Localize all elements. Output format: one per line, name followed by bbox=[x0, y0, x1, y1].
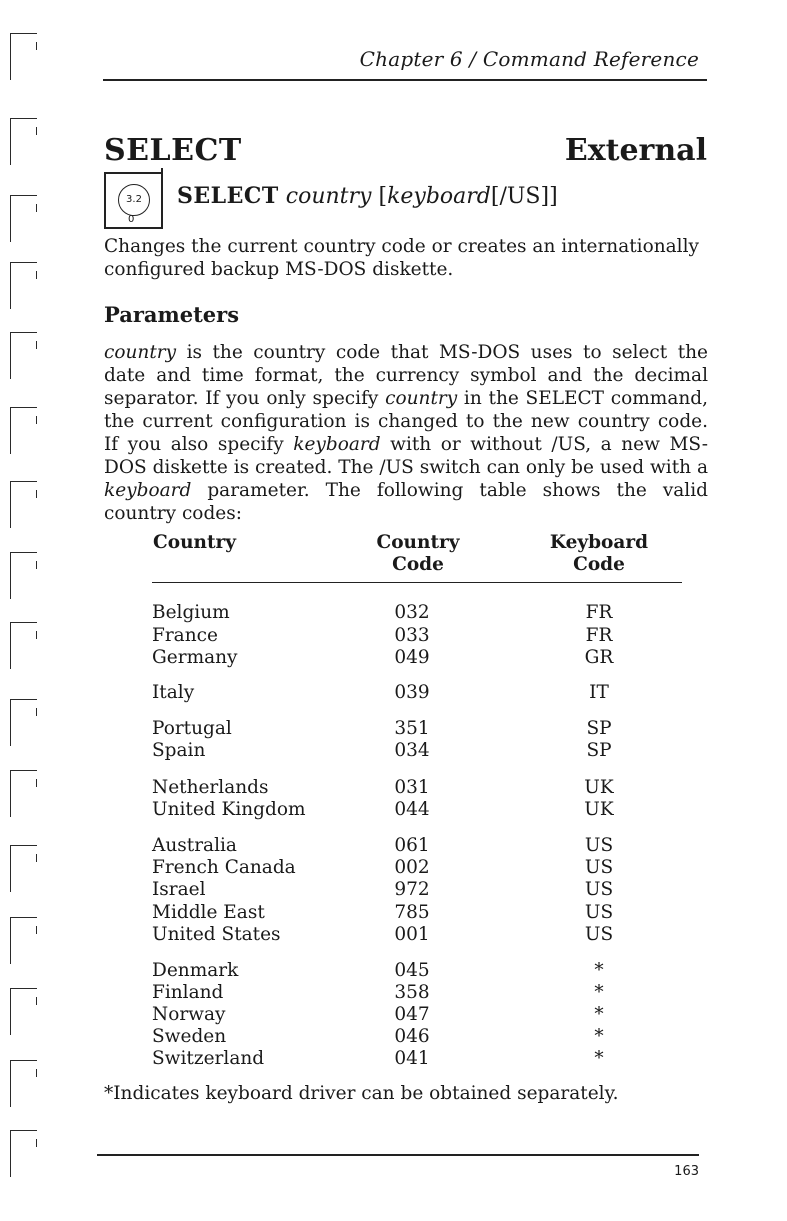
table-row bbox=[0, 835, 787, 857]
cell-code: 046 bbox=[394, 1026, 430, 1047]
param-country: country bbox=[104, 342, 177, 363]
param-text-4: parameter. The following table shows the valid country codes: bbox=[104, 480, 708, 524]
cell-keyboard: US bbox=[584, 902, 614, 923]
cell-country: Finland bbox=[152, 982, 224, 1003]
command-description: Changes the current country code or creates an internationally configured backup MS-DOS diskette. bbox=[104, 236, 699, 280]
header-rule bbox=[103, 79, 707, 81]
cell-keyboard: SP bbox=[586, 740, 612, 761]
cell-code: 034 bbox=[394, 740, 430, 761]
cell-country: Israel bbox=[152, 879, 206, 900]
cell-keyboard: UK bbox=[584, 799, 614, 820]
cell-keyboard: GR bbox=[584, 647, 614, 668]
cell-country: Belgium bbox=[152, 602, 230, 623]
cell-keyboard: * bbox=[594, 960, 604, 981]
cell-country: Germany bbox=[152, 647, 238, 668]
binder-tab-mark bbox=[10, 262, 37, 309]
version-sub: 0 bbox=[128, 214, 135, 225]
column-header-country-code bbox=[370, 532, 466, 576]
cell-keyboard: SP bbox=[586, 718, 612, 739]
table-row bbox=[0, 879, 787, 901]
table-row bbox=[0, 1004, 787, 1026]
table-row bbox=[0, 718, 787, 740]
cell-code: 031 bbox=[394, 777, 430, 798]
table-row bbox=[0, 924, 787, 946]
table-row bbox=[0, 740, 787, 762]
cell-country: Middle East bbox=[152, 902, 265, 923]
table-row bbox=[0, 682, 787, 704]
syntax-country: country bbox=[285, 184, 372, 209]
cell-country: France bbox=[152, 625, 218, 646]
cell-code: 032 bbox=[394, 602, 430, 623]
cell-keyboard: UK bbox=[584, 777, 614, 798]
syntax-open-bracket: [ bbox=[371, 184, 388, 209]
cell-code: 044 bbox=[394, 799, 430, 820]
cell-country: Italy bbox=[152, 682, 195, 703]
cell-country: United Kingdom bbox=[152, 799, 306, 820]
syntax-keyboard: keyboard bbox=[387, 184, 491, 209]
command-type: External bbox=[564, 133, 707, 168]
footer-rule bbox=[97, 1154, 699, 1156]
param-text-1: is the country code that MS-DOS uses to select the date and time format, the currency symbol and the decimal separator. If you only specify bbox=[104, 342, 708, 409]
column-header-keyboard-code-line1: Keyboard bbox=[549, 532, 649, 553]
cell-code: 002 bbox=[394, 857, 430, 878]
cell-code: 033 bbox=[394, 625, 430, 646]
cell-country: Sweden bbox=[152, 1026, 227, 1047]
table-header-rule bbox=[152, 582, 682, 583]
table-row bbox=[0, 857, 787, 879]
cell-code: 001 bbox=[394, 924, 430, 945]
cell-keyboard: * bbox=[594, 1026, 604, 1047]
cell-country: Switzerland bbox=[152, 1048, 265, 1069]
param-text-3: with or without /US, a new MS-DOS diskette is created. The /US switch can only be used with a bbox=[104, 434, 709, 478]
cell-keyboard: IT bbox=[589, 682, 609, 703]
cell-country: Norway bbox=[152, 1004, 226, 1025]
page-number: 163 bbox=[674, 1164, 699, 1179]
syntax-switch: [/US]] bbox=[490, 184, 558, 209]
cell-code: 972 bbox=[394, 879, 430, 900]
binder-tab-mark bbox=[10, 33, 37, 80]
column-header-country-code-line2: Code bbox=[392, 554, 444, 575]
cell-country: Denmark bbox=[152, 960, 239, 981]
cell-country: French Canada bbox=[152, 857, 296, 878]
table-row bbox=[0, 799, 787, 821]
column-header-keyboard-code bbox=[545, 532, 653, 576]
column-header-keyboard-code-line2: Code bbox=[573, 554, 625, 575]
table-row bbox=[0, 1026, 787, 1048]
parameters-text bbox=[104, 341, 708, 525]
table-row bbox=[0, 777, 787, 799]
cell-country: Portugal bbox=[152, 718, 232, 739]
cell-keyboard: US bbox=[584, 924, 614, 945]
version-number: 3.2 bbox=[118, 184, 150, 216]
column-header-country: Country bbox=[153, 532, 237, 553]
parameters-heading: Parameters bbox=[104, 302, 240, 327]
binder-tab-mark bbox=[10, 481, 37, 528]
cell-country: United States bbox=[152, 924, 281, 945]
cell-keyboard: * bbox=[594, 1004, 604, 1025]
table-row bbox=[0, 902, 787, 924]
version-badge-notch bbox=[161, 168, 163, 174]
param-country-2: country bbox=[385, 388, 458, 409]
cell-keyboard: FR bbox=[585, 602, 613, 623]
table-row bbox=[0, 647, 787, 669]
command-syntax bbox=[177, 183, 558, 209]
cell-code: 041 bbox=[394, 1048, 430, 1069]
table-footnote: *Indicates keyboard driver can be obtained separately. bbox=[104, 1083, 619, 1104]
cell-country: Netherlands bbox=[152, 777, 269, 798]
cell-code: 358 bbox=[394, 982, 430, 1003]
cell-keyboard: * bbox=[594, 1048, 604, 1069]
binder-tab-mark bbox=[10, 332, 37, 379]
cell-keyboard: US bbox=[584, 857, 614, 878]
version-badge bbox=[104, 172, 163, 229]
cell-code: 785 bbox=[394, 902, 430, 923]
binder-tab-mark bbox=[10, 1130, 37, 1177]
chapter-header: Chapter 6 / Command Reference bbox=[359, 47, 699, 71]
cell-country: Australia bbox=[152, 835, 237, 856]
cell-keyboard: US bbox=[584, 879, 614, 900]
table-row bbox=[0, 1048, 787, 1070]
cell-country: Spain bbox=[152, 740, 206, 761]
syntax-keyword: SELECT bbox=[177, 183, 279, 209]
table-row bbox=[0, 625, 787, 647]
binder-tab-mark bbox=[10, 407, 37, 454]
binder-tab-mark bbox=[10, 552, 37, 599]
cell-code: 061 bbox=[394, 835, 430, 856]
param-keyboard: keyboard bbox=[293, 434, 381, 455]
table-row bbox=[0, 960, 787, 982]
binder-tab-mark bbox=[10, 118, 37, 165]
table-row bbox=[0, 982, 787, 1004]
command-title: SELECT bbox=[104, 133, 242, 168]
table-row bbox=[0, 602, 787, 624]
cell-code: 045 bbox=[394, 960, 430, 981]
cell-keyboard: US bbox=[584, 835, 614, 856]
cell-code: 039 bbox=[394, 682, 430, 703]
cell-keyboard: FR bbox=[585, 625, 613, 646]
param-text-2: in the SELECT command, the current configuration is changed to the new country code. If you also specify bbox=[104, 388, 709, 455]
cell-code: 351 bbox=[394, 718, 430, 739]
cell-keyboard: * bbox=[594, 982, 604, 1003]
column-header-country-code-line1: Country bbox=[376, 532, 460, 553]
cell-code: 047 bbox=[394, 1004, 430, 1025]
binder-tab-mark bbox=[10, 195, 37, 242]
param-keyboard-2: keyboard bbox=[104, 480, 192, 501]
cell-code: 049 bbox=[394, 647, 430, 668]
